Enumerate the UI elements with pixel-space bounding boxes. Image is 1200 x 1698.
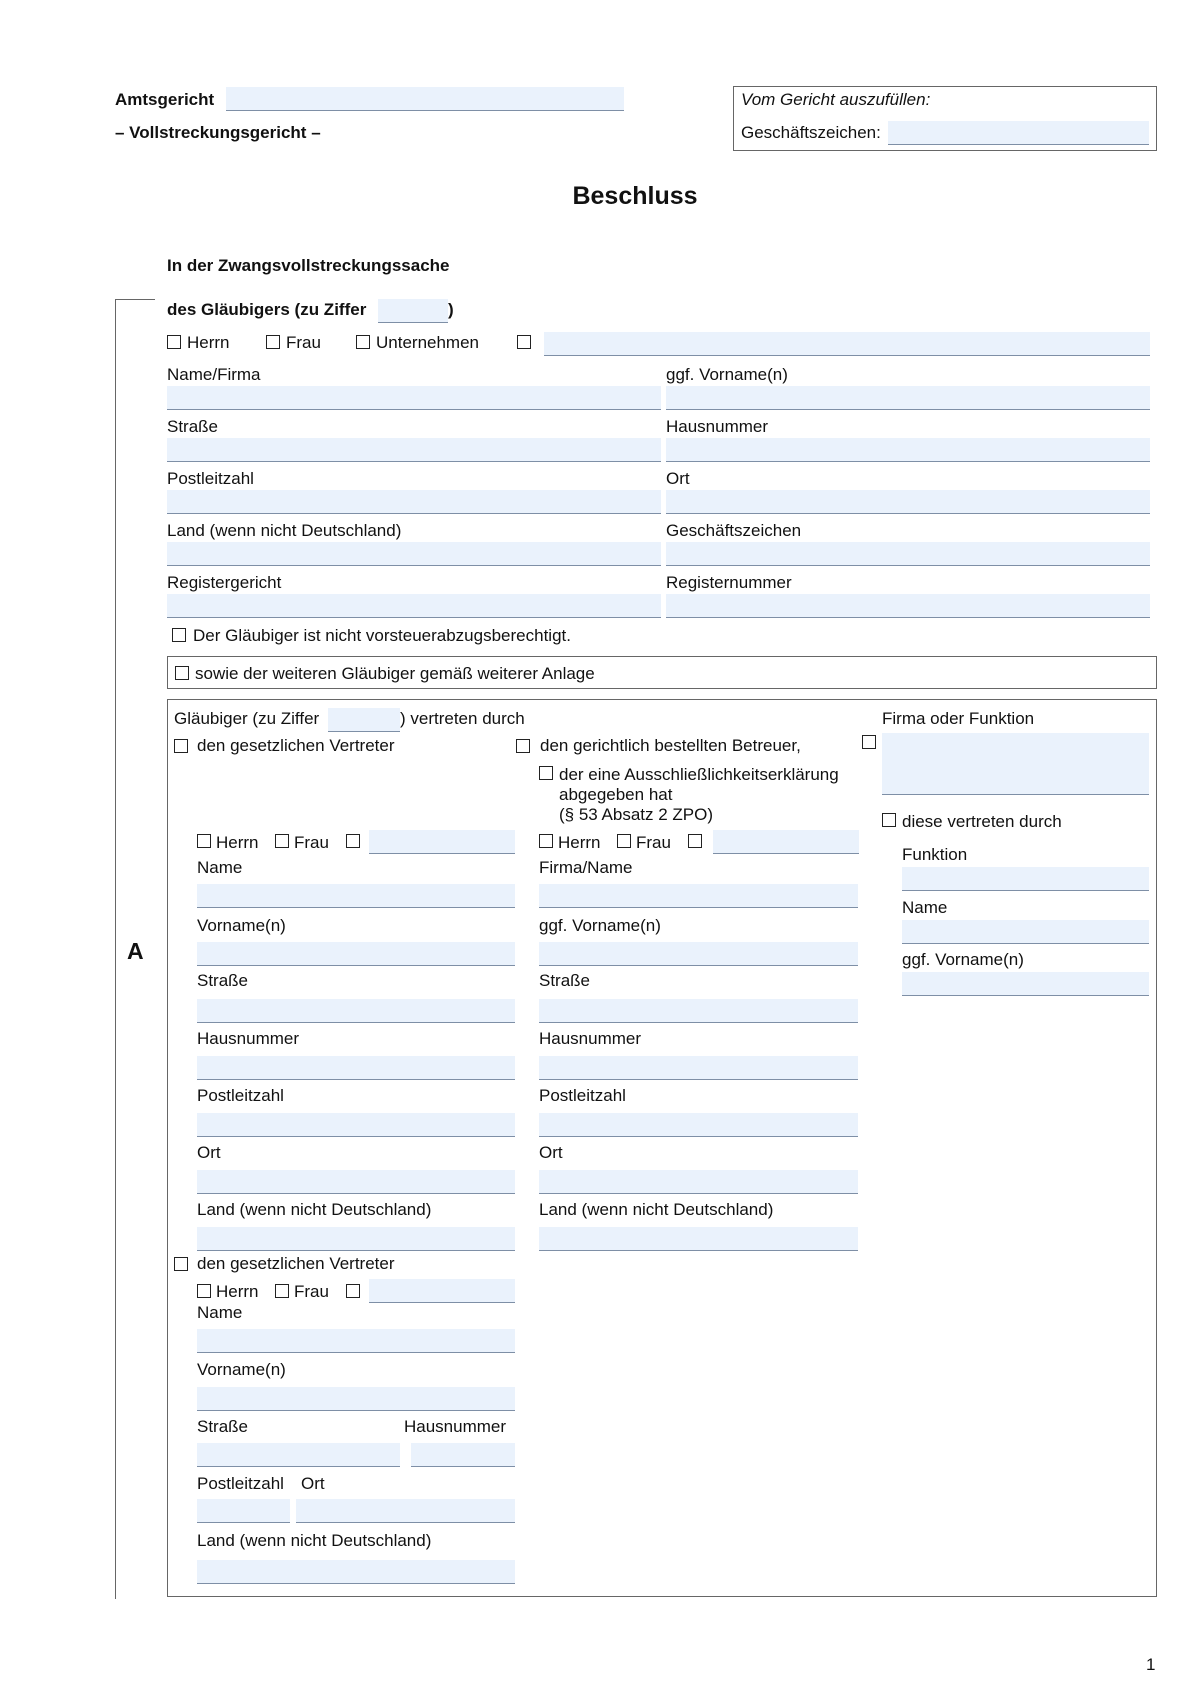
col2-zip-input[interactable]: [539, 1113, 858, 1137]
col1-zip-input[interactable]: [197, 1113, 515, 1137]
col3-name-label: Name: [902, 898, 948, 917]
col1-name-label: Name: [197, 858, 243, 877]
creditor-zip-label: Postleitzahl: [167, 469, 254, 488]
col2-firstname-input[interactable]: [539, 942, 858, 966]
col3-firstname-label: ggf. Vorname(n): [902, 950, 1024, 969]
rep2-other-input[interactable]: [369, 1279, 515, 1303]
exclusivity-line1: der eine Ausschließlichkeitserklärung: [559, 765, 839, 784]
col3-name-input[interactable]: [902, 920, 1149, 944]
col1-herrn-label: Herrn: [216, 833, 259, 852]
col1-housenumber-input[interactable]: [197, 1056, 515, 1080]
creditor-company-checkbox[interactable]: [356, 335, 370, 349]
company-function-label: Firma oder Funktion: [882, 709, 1035, 728]
rep2-street-input[interactable]: [197, 1443, 400, 1467]
rep-intro-label: Gläubiger (zu Ziffer: [174, 709, 320, 728]
col1-other-input[interactable]: [369, 830, 515, 854]
company-function-checkbox[interactable]: [862, 735, 876, 749]
creditor-reference-input[interactable]: [666, 542, 1150, 566]
col1-housenumber-label: Hausnummer: [197, 1029, 300, 1048]
col2-name-label: Firma/Name: [539, 858, 633, 877]
col1-firstname-label: Vorname(n): [197, 916, 286, 935]
col1-firstname-input[interactable]: [197, 942, 515, 966]
col2-country-input[interactable]: [539, 1227, 858, 1251]
col2-herrn-label: Herrn: [558, 833, 601, 852]
col1-other-checkbox[interactable]: [346, 834, 360, 848]
creditor-frau-label: Frau: [286, 333, 321, 352]
creditor-zip-input[interactable]: [167, 490, 661, 514]
further-creditors-label: sowie der weiteren Gläubiger gemäß weiterer Anlage: [195, 664, 595, 683]
further-creditors-checkbox[interactable]: [175, 666, 189, 680]
col2-name-input[interactable]: [539, 884, 858, 908]
court-subtitle: – Vollstreckungsgericht –: [115, 123, 321, 142]
exclusivity-line2: abgegeben hat: [559, 785, 673, 804]
col1-name-input[interactable]: [197, 884, 515, 908]
guardian-checkbox[interactable]: [516, 739, 530, 753]
court-label: Amtsgericht: [115, 90, 215, 109]
creditor-frau-checkbox[interactable]: [266, 335, 280, 349]
creditor-other-checkbox[interactable]: [517, 335, 531, 349]
rep2-other-checkbox[interactable]: [346, 1284, 360, 1298]
col2-frau-checkbox[interactable]: [617, 834, 631, 848]
col2-country-label: Land (wenn nicht Deutschland): [539, 1200, 774, 1219]
col1-frau-label: Frau: [294, 833, 329, 852]
col2-firstname-label: ggf. Vorname(n): [539, 916, 661, 935]
function-input[interactable]: [902, 867, 1149, 891]
rep-intro-suffix: ) vertreten durch: [400, 709, 525, 728]
rep2-name-label: Name: [197, 1303, 243, 1322]
rep2-street-label: Straße: [197, 1417, 249, 1436]
rep2-frau-label: Frau: [294, 1282, 329, 1301]
rep2-herrn-label: Herrn: [216, 1282, 259, 1301]
rep-number-input[interactable]: [328, 708, 400, 732]
creditor-herrn-label: Herrn: [187, 333, 230, 352]
creditor-number-input[interactable]: [378, 299, 448, 323]
col2-frau-label: Frau: [636, 833, 671, 852]
col1-frau-checkbox[interactable]: [275, 834, 289, 848]
file-number-input[interactable]: [888, 121, 1149, 145]
page-title: Beschluss: [572, 182, 698, 210]
no-vat-checkbox[interactable]: [172, 628, 186, 642]
col1-city-input[interactable]: [197, 1170, 515, 1194]
creditor-firstname-label: ggf. Vorname(n): [666, 365, 788, 384]
guardian-label: den gerichtlich bestellten Betreuer,: [540, 736, 801, 755]
rep2-herrn-checkbox[interactable]: [197, 1284, 211, 1298]
col2-street-input[interactable]: [539, 999, 858, 1023]
creditor-reference-label: Geschäftszeichen: [666, 521, 802, 540]
creditor-other-input[interactable]: [544, 332, 1150, 356]
court-input[interactable]: [226, 87, 624, 111]
represented-by-checkbox[interactable]: [882, 813, 896, 827]
col1-city-label: Ort: [197, 1143, 221, 1162]
legal-rep2-checkbox[interactable]: [174, 1257, 188, 1271]
exclusivity-checkbox[interactable]: [539, 766, 553, 780]
col2-city-input[interactable]: [539, 1170, 858, 1194]
rep2-city-input[interactable]: [296, 1499, 515, 1523]
creditor-city-input[interactable]: [666, 490, 1150, 514]
col1-zip-label: Postleitzahl: [197, 1086, 284, 1105]
section-letter: A: [127, 938, 144, 964]
office-box-title: Vom Gericht auszufüllen:: [741, 90, 931, 109]
creditor-company-label: Unternehmen: [376, 333, 480, 352]
col2-other-input[interactable]: [713, 830, 859, 854]
rep2-country-input[interactable]: [197, 1560, 515, 1584]
rep2-frau-checkbox[interactable]: [275, 1284, 289, 1298]
col2-street-label: Straße: [539, 971, 591, 990]
col1-street-input[interactable]: [197, 999, 515, 1023]
creditor-street-label: Straße: [167, 417, 219, 436]
rep2-zip-input[interactable]: [197, 1499, 290, 1523]
rep2-country-label: Land (wenn nicht Deutschland): [197, 1531, 432, 1550]
col1-herrn-checkbox[interactable]: [197, 834, 211, 848]
creditor-country-label: Land (wenn nicht Deutschland): [167, 521, 402, 540]
col2-housenumber-input[interactable]: [539, 1056, 858, 1080]
creditor-name-input[interactable]: [167, 386, 661, 410]
col1-street-label: Straße: [197, 971, 249, 990]
company-function-input[interactable]: [882, 733, 1149, 795]
no-vat-label: Der Gläubiger ist nicht vorsteuerabzugsberechtigt.: [193, 626, 571, 645]
creditor-housenumber-input[interactable]: [666, 438, 1150, 462]
creditor-register-number-input[interactable]: [666, 594, 1150, 618]
col3-firstname-input[interactable]: [902, 972, 1149, 996]
col1-country-label: Land (wenn nicht Deutschland): [197, 1200, 432, 1219]
rep2-housenumber-input[interactable]: [411, 1443, 515, 1467]
represented-by-label: diese vertreten durch: [902, 812, 1062, 831]
rep2-firstname-input[interactable]: [197, 1387, 515, 1411]
creditor-register-number-label: Registernummer: [666, 573, 792, 592]
creditor-register-court-label: Registergericht: [167, 573, 282, 592]
page-number: 1: [1146, 1655, 1156, 1674]
creditor-firstname-input[interactable]: [666, 386, 1150, 410]
section-bracket-top: [115, 299, 155, 300]
rep2-zip-label: Postleitzahl: [197, 1474, 284, 1493]
legal-rep2-label: den gesetzlichen Vertreter: [197, 1254, 395, 1273]
exclusivity-line3: (§ 53 Absatz 2 ZPO): [559, 805, 714, 824]
creditor-housenumber-label: Hausnummer: [666, 417, 769, 436]
rep2-housenumber-label: Hausnummer: [404, 1417, 507, 1436]
col2-zip-label: Postleitzahl: [539, 1086, 626, 1105]
creditor-country-input[interactable]: [167, 542, 661, 566]
creditor-city-label: Ort: [666, 469, 690, 488]
creditor-herrn-checkbox[interactable]: [167, 335, 181, 349]
col1-country-input[interactable]: [197, 1227, 515, 1251]
rep2-name-input[interactable]: [197, 1329, 515, 1353]
col2-herrn-checkbox[interactable]: [539, 834, 553, 848]
legal-rep-checkbox[interactable]: [174, 739, 188, 753]
creditor-heading: des Gläubigers (zu Ziffer: [167, 300, 367, 319]
creditor-name-label: Name/Firma: [167, 365, 261, 384]
rep2-city-label: Ort: [301, 1474, 325, 1493]
file-number-label: Geschäftszeichen:: [741, 123, 881, 142]
creditor-street-input[interactable]: [167, 438, 661, 462]
section-bracket-line: [115, 299, 116, 1599]
col2-other-checkbox[interactable]: [688, 834, 702, 848]
col2-housenumber-label: Hausnummer: [539, 1029, 642, 1048]
function-label: Funktion: [902, 845, 968, 864]
creditor-register-court-input[interactable]: [167, 594, 661, 618]
creditor-heading-close: ): [448, 300, 454, 319]
case-intro: In der Zwangsvollstreckungssache: [167, 256, 450, 275]
legal-rep-label: den gesetzlichen Vertreter: [197, 736, 395, 755]
rep2-firstname-label: Vorname(n): [197, 1360, 286, 1379]
col2-city-label: Ort: [539, 1143, 563, 1162]
